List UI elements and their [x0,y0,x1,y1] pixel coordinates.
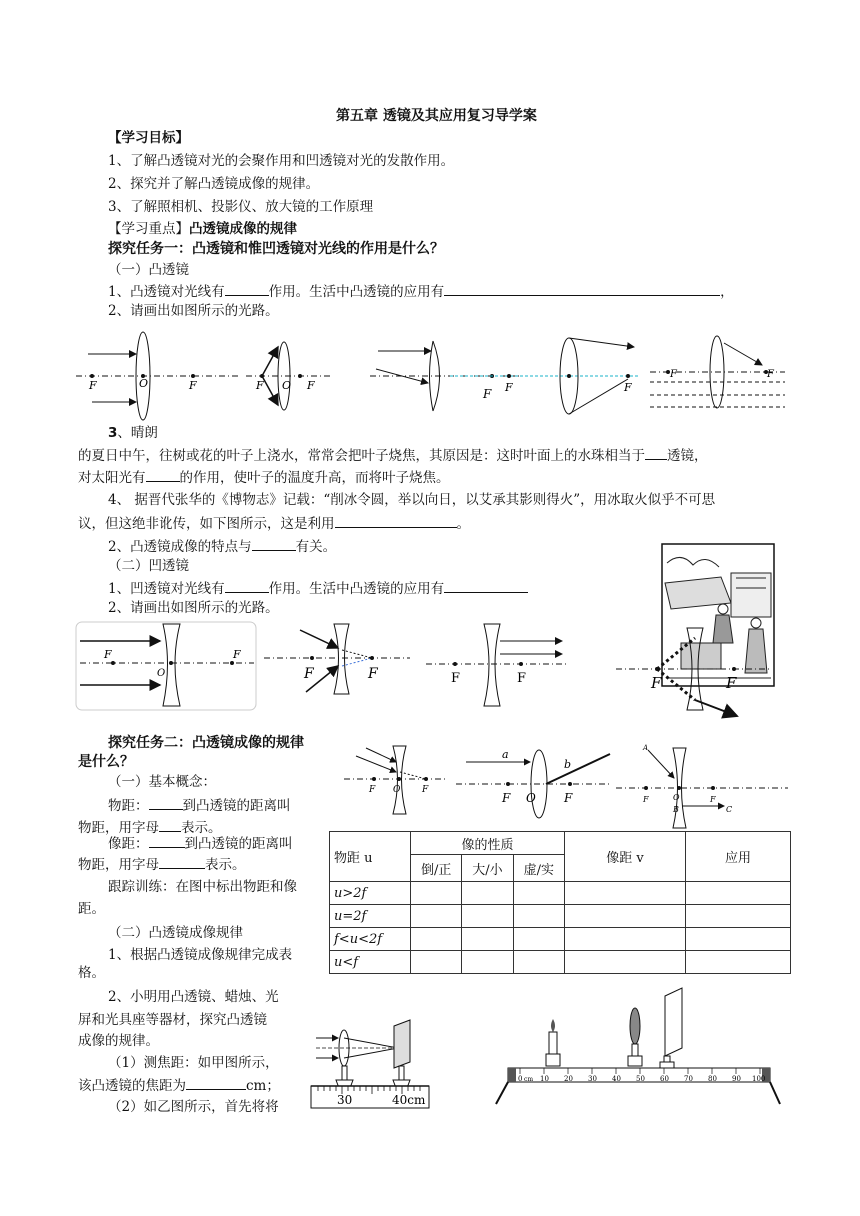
label-F: F [651,674,662,692]
diagram-concave-abc [616,744,788,828]
ruler-unit: cm [524,1076,534,1083]
concave-q1 [108,578,528,599]
trace-2: 距。 [78,901,105,917]
diagram-convex-ab [456,748,610,818]
label-O: O [393,785,401,795]
convex-ray-diagrams [0,325,860,425]
row-condition: u>2f [330,882,411,905]
ruler-tick-0: 0 [518,1075,523,1083]
ruler-tick-20: 20 [564,1075,573,1083]
ruler-label-30: 30 [337,1093,353,1107]
label-F: F [304,666,314,682]
label-C: C [726,805,733,814]
label-F: F [564,791,573,805]
label-F: F [624,381,632,394]
label-F: F [422,785,429,795]
convex-q1-a: 1、凸透镜对光线有 [108,284,225,300]
label-F: F [517,671,527,686]
q3-number: 3 [108,425,118,441]
convex-q1-blank1[interactable] [225,281,269,296]
q3-line2-a: 对太阳光有 [78,470,146,486]
ruler-tick-70: 70 [684,1075,693,1083]
law-q2-5b: cm； [246,1078,280,1094]
label-F: F [89,379,97,392]
law-q2-3: 成像的规律。 [78,1033,159,1049]
q3-blank2[interactable] [146,467,180,482]
ruler-tick-10: 10 [540,1075,549,1083]
convex-q2: 2、请画出如图所示的光路。 [108,303,279,319]
col-image-distance: 像距 v [565,832,686,882]
label-A: A [643,744,649,752]
concave-q1-blank2[interactable] [444,578,528,593]
label-F: F [189,379,197,392]
goal-1: 1、了解凸透镜对光的会聚作用和凹透镜对光的发散作用。 [108,153,455,169]
focus-heading: 【学习重点】 [108,221,189,237]
obj-blank1[interactable] [149,795,183,810]
label-F: F [767,369,774,380]
concave-q1-b: 作用。生活中凸透镜的应用有 [268,581,445,597]
label-F: F [256,379,264,392]
img-blank1[interactable] [149,833,185,848]
concave-fig-4 [616,628,770,716]
law-q2-2: 屏和光具座等器材，探究凸透镜 [78,1012,267,1028]
convex-heading: （一）凸透镜 [108,262,189,278]
obj-a: 物距： [108,798,149,814]
obj-d: 表示。 [181,820,222,836]
img-c: 物距，用字母 [78,857,159,873]
concave-q1-blank1[interactable] [225,578,269,593]
label-F: F [104,648,112,661]
q3-line2-b: 的作用，使叶子的温度升高，而将叶子烧焦。 [179,470,450,486]
q3-line1 [78,445,708,466]
label-F: F [369,785,376,795]
concave-q2: 2、请画出如图所示的光路。 [108,600,279,616]
convex-q1-blank2[interactable] [444,281,720,296]
concave-fig-1 [76,622,256,710]
goals-heading: 【学习目标】 [108,130,189,146]
label-F: F [502,791,511,805]
page-title: 第五章 透镜及其应用复习导学案 [336,108,537,124]
q3-line1-b: 透镜， [667,448,708,464]
screen [660,988,682,1068]
diagram-concave-a [344,746,446,814]
q3-line1-a: 的夏日中午，往树或花的叶子上浇水，常常会把叶子烧焦，其原因是：这时叶面上的水珠相当于 [78,448,645,464]
law-q2-5 [78,1075,280,1096]
q4-line2-a: 议，但这绝非讹传，如下图所示，这是利用 [78,516,335,532]
label-F: F [643,795,649,804]
label-F: F [505,381,513,394]
focal-length-blank[interactable] [186,1075,246,1090]
obj-c: 物距，用字母 [78,820,159,836]
q5-b: 有关。 [295,539,337,555]
obj-blank2[interactable] [159,817,181,832]
focus-text: 凸透镜成像的规律 [189,221,297,237]
table-row [330,951,791,974]
concave-fig-2 [264,624,410,694]
label-F: F [451,671,461,686]
task2-title-2: 是什么？ [78,754,134,770]
basic-heading: （一）基本概念： [108,774,216,790]
goal-2: 2、探究并了解凸透镜成像的规律。 [108,176,320,192]
ruler-tick-60: 60 [660,1075,669,1083]
convex-fig-1 [76,332,240,420]
concave-fig-3 [426,624,568,706]
label-F: F [368,666,378,682]
label-F: F [726,674,737,692]
goal-3: 3、了解照相机、投影仪、放大镜的工作原理 [108,199,374,215]
trace-1: 跟踪训练：在图中标出物距和像 [108,879,297,895]
row-condition: u<f [330,951,411,974]
q5-blank[interactable] [252,536,296,551]
convex-q1-b: 作用。生活中凸透镜的应用有 [268,284,445,300]
image-properties-table [329,831,791,974]
label-F: F [233,648,241,661]
ruler-tick-80: 80 [708,1075,717,1083]
q3-start [108,423,158,443]
label-O: O [673,793,680,802]
label-F: F [483,387,492,401]
task1-title: 探究任务一：凸透镜和惟凹透镜对光线的作用是什么？ [108,241,444,257]
row-condition: u=2f [330,905,411,928]
table-row [330,905,791,928]
q3-line2 [78,467,450,488]
label-F: F [670,369,677,380]
focus-line [108,219,297,239]
table-row [330,928,791,951]
ruler-tick-40: 40 [612,1075,621,1083]
convex-fig-2 [246,342,330,410]
ruler-tick-100: 100 [752,1075,766,1083]
col-object-distance: 物距 u [330,832,411,882]
law-q2-4: （1）测焦距：如甲图所示， [108,1055,279,1071]
convex-q1-c: ， [720,284,734,300]
ruler-label-40: 40cm [392,1093,426,1107]
q5-line [108,536,336,557]
focal-length-apparatus [308,1018,434,1110]
img-d: 表示。 [205,857,246,873]
sub-orientation: 倒/正 [411,855,462,882]
q4-line1: 4、 据晋代张华的《博物志》记载：“削冰令圆，举以向日，以艾承其影则得火”，用冰取火似乎不可思 [108,492,716,508]
law-q1-1: 1、根据凸透镜成像规律完成表 [108,947,293,963]
label-O: O [157,668,166,679]
ruler-tick-30: 30 [588,1075,597,1083]
obj-b: 到凸透镜的距离叫 [182,798,291,814]
label-a: a [502,748,509,761]
q4-line2 [78,513,470,534]
law-q1-2: 格。 [78,965,105,981]
q3-word: 、晴朗 [117,425,158,441]
label-F: F [307,379,315,392]
label-O: O [282,379,292,392]
q3-blank1[interactable] [645,445,667,460]
label-O: O [139,377,149,390]
q4-line2-b: 。 [456,516,470,532]
task2-title-1: 探究任务二：凸透镜成像的规律 [108,735,304,751]
col-image-nature: 像的性质 [411,832,565,855]
img-a: 像距： [108,836,149,852]
convex-fig-5 [650,336,785,408]
optical-bench-apparatus [494,984,782,1110]
label-b: b [564,758,572,771]
concave-heading: （二）凹透镜 [108,558,189,574]
q5-a: 2、凸透镜成像的特点与 [108,539,252,555]
ruler-tick-90: 90 [732,1075,741,1083]
label-O: O [526,791,536,805]
convex-q1 [108,281,734,302]
img-line2 [78,854,246,875]
law-heading: （二）凸透镜成像规律 [108,925,243,941]
concave-ray-diagrams [0,610,860,720]
table-row [330,882,791,905]
img-blank2[interactable] [159,854,205,869]
q4-blank[interactable] [335,513,457,528]
row-condition: f<u<2f [330,928,411,951]
img-b: 到凸透镜的距离叫 [184,836,293,852]
concave-q1-a: 1、凹透镜对光线有 [108,581,225,597]
label-B: B [673,805,679,814]
lens-holder [628,1008,642,1066]
col-application: 应用 [686,832,791,882]
ruler-tick-50: 50 [636,1075,645,1083]
law-q2-6: （2）如乙图所示，首先将将 [108,1099,279,1115]
sub-size: 大/小 [462,855,513,882]
law-q2-1: 2、小明用凸透镜、蜡烛、光 [108,989,279,1005]
sub-real-virtual: 虚/实 [513,855,564,882]
label-F: F [710,795,716,804]
law-q2-5a: 该凸透镜的焦距为 [78,1078,186,1094]
obj-line1 [108,795,291,816]
object-image-distance-diagrams [330,742,790,832]
img-line1 [108,833,293,854]
candle [546,1019,560,1066]
